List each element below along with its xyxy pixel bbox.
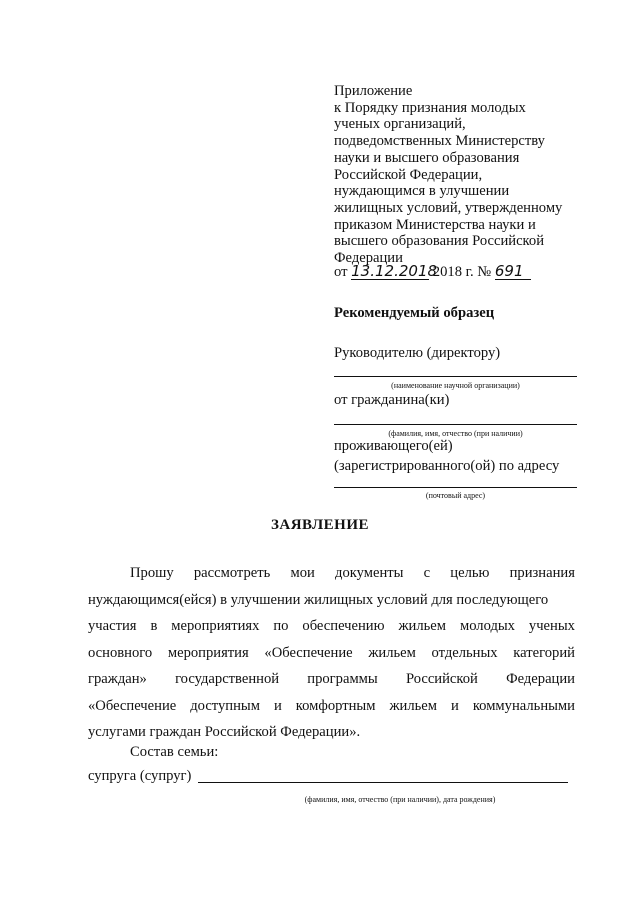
registered-address-label: (зарегистрированного(ой) по адресу (334, 458, 560, 474)
addressee-director: Руководителю (директору) (334, 345, 501, 361)
address-caption: (почтовый адрес) (425, 491, 486, 500)
word: ученых (528, 618, 575, 634)
appendix-line: подведомственных Министерству (334, 133, 545, 150)
appendix-line: ученых организаций, (334, 116, 466, 133)
word: комфортным (295, 697, 376, 714)
from-prefix: от (334, 264, 348, 280)
word: жильем (389, 697, 438, 714)
word: целью (450, 565, 490, 581)
appendix-line: высшего образования Российской (334, 233, 545, 250)
word: документы (335, 565, 404, 581)
word: и (273, 697, 282, 714)
citizen-name-caption: (фамилия, имя, отчество (при наличии) (388, 429, 523, 438)
word: мероприятия (167, 644, 249, 661)
appendix-line: приказом Министерства науки и (334, 216, 536, 233)
word: мероприятиях (171, 618, 260, 634)
appendix-line: Российской Федерации, (334, 166, 483, 183)
spouse-label: супруга (супруг) (88, 768, 192, 784)
statement-title: ЗАЯВЛЕНИЕ (270, 517, 370, 533)
appendix-line: Приложение (334, 83, 413, 99)
word: признания (509, 565, 575, 581)
paragraph-line (88, 613, 575, 640)
word: «Обеспечение (88, 697, 177, 714)
word: категорий (513, 644, 575, 661)
order-date-line (334, 264, 531, 281)
word: рассмотреть (193, 565, 271, 581)
word: жильем (398, 618, 447, 634)
recommended-sample-label: Рекомендуемый образец (334, 305, 495, 321)
paragraph-line (88, 587, 575, 614)
residing-label: проживающего(ей) (334, 438, 453, 454)
spouse-caption: (фамилия, имя, отчество (при наличии), дата рождения) (304, 795, 496, 804)
handwritten-order-number: 691 (495, 264, 531, 280)
word: обеспечению (302, 618, 385, 634)
appendix-note (334, 83, 584, 267)
paragraph-line (88, 693, 575, 720)
word: доступным (190, 697, 260, 714)
year-number-label: 2018 г. № (432, 264, 492, 280)
line-text: услугами граждан Российской Федерации». (88, 724, 361, 740)
word: отдельных (431, 644, 498, 661)
word: и (451, 697, 459, 714)
line-text: нуждающимся(ейся) в улучшении жилищных условий для последующего (88, 591, 549, 608)
word: «Обеспечение (264, 644, 353, 661)
word: основного (88, 644, 153, 661)
word: участия (88, 618, 137, 634)
org-name-line (334, 376, 577, 377)
word: коммунальными (472, 697, 575, 714)
word: программы (307, 671, 378, 687)
appendix-line: Федерации (334, 250, 403, 267)
appendix-line: к Порядку признания молодых (334, 99, 526, 116)
word: в (150, 618, 158, 634)
word: граждан» (88, 671, 147, 687)
paragraph-line (88, 560, 575, 587)
statement-paragraph (88, 560, 575, 746)
address-line (334, 487, 577, 488)
word: Прошу (130, 565, 174, 581)
family-composition-label: Состав семьи: (130, 744, 219, 760)
appendix-line: науки и высшего образования (334, 149, 520, 166)
paragraph-line (88, 719, 575, 746)
word: жильем (368, 644, 416, 661)
word: с (423, 565, 431, 581)
paragraph-line (88, 640, 575, 667)
appendix-line: нуждающимся в улучшении (334, 183, 510, 200)
from-citizen-label: от гражданина(ки) (334, 392, 450, 408)
handwritten-date: 13.12.2018 (351, 262, 438, 280)
word: государственной (175, 671, 280, 687)
appendix-line: жилищных условий, утвержденному (334, 199, 563, 216)
citizen-name-line (334, 424, 577, 425)
word: молодых (459, 618, 515, 634)
paragraph-line (88, 666, 575, 693)
word: Российской (405, 671, 478, 687)
word: по (273, 618, 289, 634)
spouse-entry-line (198, 782, 568, 783)
word: Федерации (506, 671, 575, 687)
word: мои (290, 565, 315, 581)
org-name-caption: (наименование научной организации) (391, 381, 520, 390)
